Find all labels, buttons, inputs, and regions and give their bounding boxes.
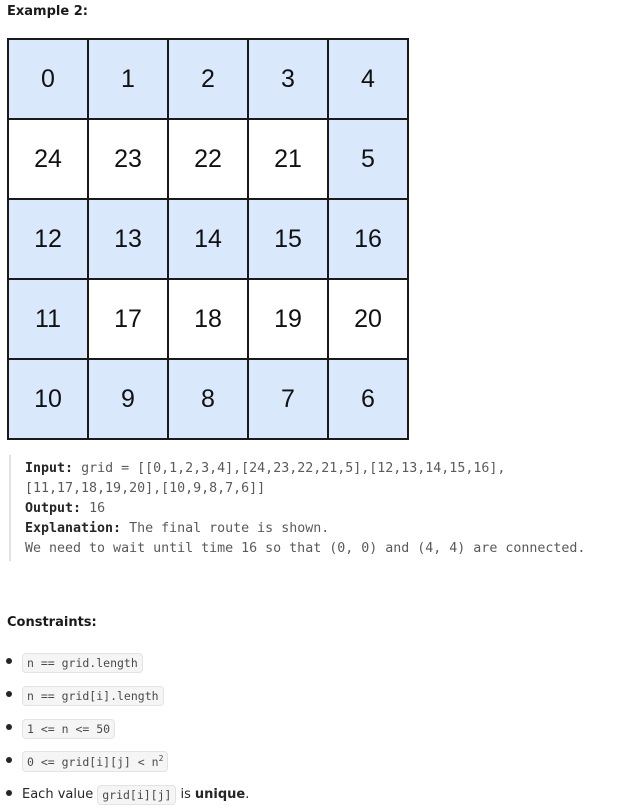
grid-cell: 13 — [89, 200, 169, 280]
superscript: 2 — [158, 754, 164, 764]
constraint-bold: unique — [194, 787, 246, 802]
grid-cell: 1 — [89, 40, 169, 120]
grid-cell: 19 — [249, 280, 329, 360]
constraint-text: Each value — [22, 787, 94, 802]
input-line-2: [11,17,18,19,20],[10,9,8,7,6]] — [25, 481, 266, 496]
constraint-code-text: 0 <= grid[i][j] < n — [27, 754, 159, 769]
grid-cell: 20 — [329, 280, 409, 360]
example-block — [9, 455, 621, 561]
constraint-code: grid[i][j] — [97, 785, 176, 805]
explanation-line-2: We need to wait until time 16 so that (0, 0) and (4, 4) are connected. — [25, 541, 586, 556]
grid-cell: 11 — [9, 280, 89, 360]
grid-cell: 14 — [169, 200, 249, 280]
constraint-code — [22, 751, 168, 772]
constraint-item — [0, 679, 629, 712]
example-title: Example 2: — [7, 4, 88, 19]
explanation-line-1: The final route is shown. — [129, 521, 330, 536]
output-label: Output: — [25, 501, 82, 516]
grid-cell: 21 — [249, 120, 329, 200]
route-grid-figure — [7, 38, 409, 440]
grid-cell: 22 — [169, 120, 249, 200]
grid-cell: 4 — [329, 40, 409, 120]
constraint-code: 1 <= n <= 50 — [22, 719, 115, 739]
grid-cell: 24 — [9, 120, 89, 200]
constraint-item — [0, 646, 629, 679]
constraint-code: n == grid[i].length — [22, 686, 164, 706]
grid-cell: 7 — [249, 360, 329, 440]
grid-cell: 9 — [89, 360, 169, 440]
grid-cell: 3 — [249, 40, 329, 120]
grid-cell: 0 — [9, 40, 89, 120]
output-value: 16 — [89, 501, 106, 516]
explanation-label: Explanation: — [25, 521, 122, 536]
input-line-1: grid = [[0,1,2,3,4],[24,23,22,21,5],[12,13,14,15,16], — [81, 461, 506, 476]
grid-cell: 2 — [169, 40, 249, 120]
constraints-list — [0, 646, 629, 811]
constraint-item — [0, 778, 629, 811]
constraint-item — [0, 745, 629, 778]
grid-cell: 16 — [329, 200, 409, 280]
grid-cell: 23 — [89, 120, 169, 200]
grid-cell: 10 — [9, 360, 89, 440]
constraint-text: . — [245, 787, 250, 802]
grid-cell: 5 — [329, 120, 409, 200]
constraints-title: Constraints: — [7, 615, 97, 630]
grid-cell: 12 — [9, 200, 89, 280]
grid-cell: 17 — [89, 280, 169, 360]
grid-cell: 18 — [169, 280, 249, 360]
input-label: Input: — [25, 461, 74, 476]
constraint-text: is — [180, 787, 191, 802]
grid-cell: 6 — [329, 360, 409, 440]
constraint-item — [0, 712, 629, 745]
grid-cell: 15 — [249, 200, 329, 280]
constraint-code: n == grid.length — [22, 653, 143, 673]
grid-cell: 8 — [169, 360, 249, 440]
